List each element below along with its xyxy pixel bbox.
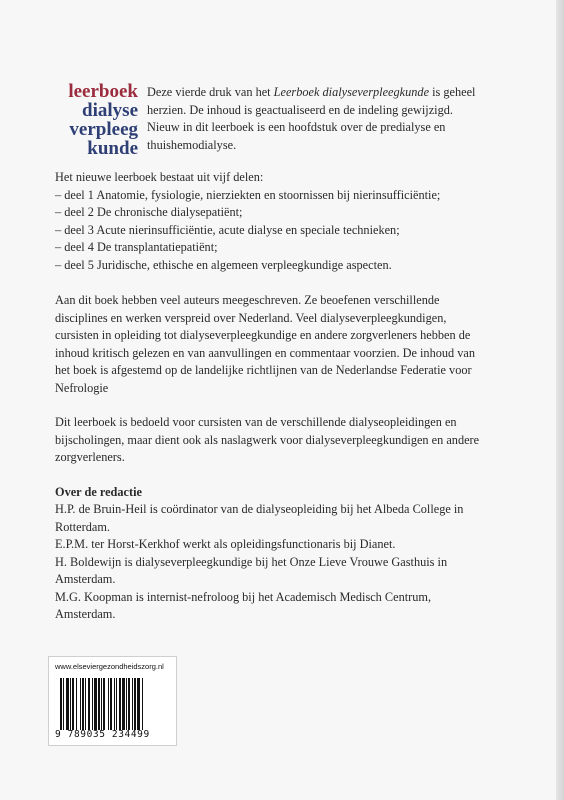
parts-item-1: – deel 1 Anatomie, fysiologie, nierziekten en stoornissen bij nierinsufficiëntie; bbox=[55, 187, 441, 202]
parts-heading: Het nieuwe leerboek bestaat uit vijf delen: bbox=[55, 170, 264, 184]
logo-line-dialyse: dialyse bbox=[82, 100, 138, 121]
audience-paragraph: Dit leerboek is bedoeld voor cursisten van de verschillende dialyseopleidingen en bijscholingen, maar dient ook als naslagwerk voor dialyseverpleegkundigen en andere zorgverleners. bbox=[55, 415, 480, 464]
intro-text-before: Deze vierde druk van het bbox=[147, 85, 274, 99]
logo-line-leerboek: leerboek bbox=[68, 81, 138, 102]
authors-paragraph: Aan dit boek hebben veel auteurs meegeschreven. Ze beoefenen verschillende disciplines en werken verspreid over Nederland. Veel dialyseverpleegkundigen, cursisten in opleiding tot dialyseverpleegkundige en andere zorgverleners hebben de inhoud kritisch gelezen en van aanvullingen en commentaar voorzien. De inhoud van het boek is afgestemd op de landelijke richtlijnen van de Nederlandse Federatie voor Nefrologie bbox=[55, 293, 476, 395]
intro-text-after: is geheel herzien. De inhoud is geactualiseerd en de indeling gewijzigd. Nieuw in dit leerboek is een hoofdstuk over de predialyse en thuishemodialyse. bbox=[147, 85, 476, 152]
redactie-member-2: E.P.M. ter Horst-Kerkhof werkt als opleidingsfunctionaris bij Dianet. bbox=[55, 537, 396, 551]
book-logo bbox=[54, 82, 138, 158]
parts-item-2: – deel 2 De chronische dialysepatiënt; bbox=[55, 205, 243, 219]
logo-line-kunde: kunde bbox=[87, 138, 138, 159]
logo-line-verpleeg: verpleeg bbox=[69, 119, 138, 140]
back-cover-body bbox=[55, 169, 485, 624]
barcode-icon bbox=[60, 678, 168, 730]
redactie-member-4: M.G. Koopman is internist-nefroloog bij het Academisch Medisch Centrum, Amsterdam. bbox=[55, 589, 432, 621]
redactie-member-1: H.P. de Bruin-Heil is coördinator van de dialyseopleiding bij het Albeda College in Rotterdam. bbox=[55, 502, 464, 534]
barcode-label bbox=[48, 656, 177, 746]
redactie-title: Over de redactie bbox=[55, 484, 142, 499]
intro-book-title: Leerboek dialyseverpleegkunde bbox=[273, 85, 430, 99]
book-spine-edge bbox=[556, 0, 564, 800]
parts-item-3: – deel 3 Acute nierinsufficiëntie, acute dialyse en speciale technieken; bbox=[55, 222, 400, 237]
redactie-member-3: H. Boldewijn is dialyseverpleegkundige bij het Onze Lieve Vrouwe Gasthuis in Amsterdam. bbox=[55, 554, 448, 586]
intro-paragraph bbox=[147, 84, 482, 154]
parts-item-4: – deel 4 De transplantatiepatiënt; bbox=[55, 240, 218, 254]
parts-item-5: – deel 5 Juridische, ethische en algemeen verpleegkundige aspecten. bbox=[55, 257, 392, 272]
isbn-digits: 9 789035 234499 bbox=[55, 729, 150, 740]
publisher-url: www.elseviergezondheidszorg.nl bbox=[55, 662, 164, 671]
